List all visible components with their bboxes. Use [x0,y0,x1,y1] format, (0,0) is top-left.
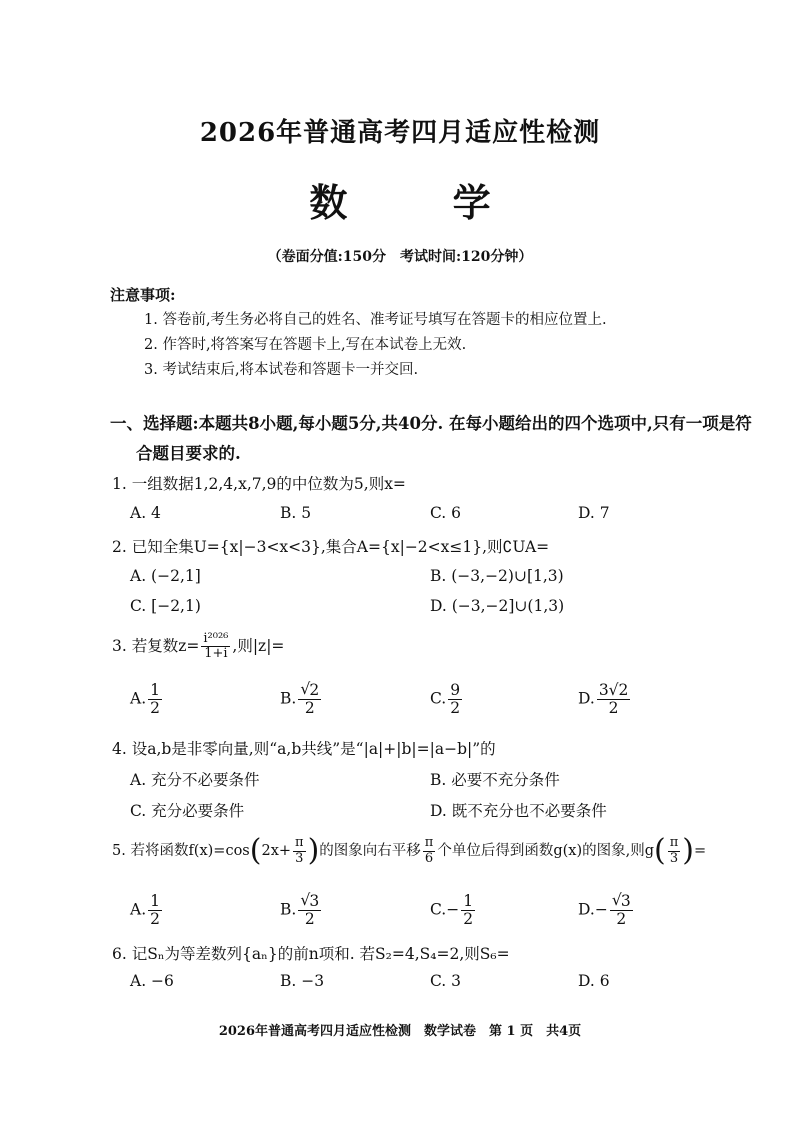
q1-option-a: A. 4 [130,504,161,522]
q3-option-b-fraction [298,682,321,717]
q3-fraction [201,632,230,662]
q3-option-a [130,682,164,717]
q6-option-c: C. 3 [430,972,462,990]
q3-option-d [578,682,632,717]
q3-denominator: 1+i [204,646,228,662]
q5-option-a-num: 1 [150,892,160,910]
q3-option-b-num [298,682,321,700]
q3-option-c-den: 2 [450,699,461,718]
notice-item-2: 2. 作答时,将答案写在答题卡上,写在本试卷上无效. [144,337,467,353]
q5-option-b-num [298,893,321,911]
q2-option-b: B. (−3,−2)∪[1,3) [430,567,564,585]
q4-option-d: D. 既不充分也不必要条件 [430,802,607,820]
q5-option-a-label: A. [130,900,147,919]
q3-option-b-label: B. [280,689,297,708]
q5-part3: 的图象向右平移 [319,843,421,859]
q5-pi-over-3-b [668,836,681,866]
q4-option-c: C. 充分必要条件 [130,802,245,820]
left-paren-icon: ( [249,833,262,868]
q5-option-a [130,893,164,928]
q4-option-a: A. 充分不必要条件 [130,771,260,789]
q3-option-d-den: 2 [608,699,619,718]
q6-option-b: B. −3 [280,972,325,990]
q5-pi-2: π [424,835,434,851]
q5-option-b-fraction [298,893,321,928]
q5-pi-3: π [669,835,679,851]
q5-three: 3 [295,850,304,866]
q3-option-d-fraction [597,682,631,717]
q3-option-d-label: D. [578,689,595,708]
q5-three-b: 3 [669,850,679,866]
q5-option-a-den: 2 [150,910,160,929]
q5-option-d [578,893,635,928]
section-heading: 一、选择题:本题共8小题,每小题5分,共40分. 在每小题给出的四个选项中,只有一项是符 [110,414,752,433]
q5-option-b-den: 2 [304,910,315,929]
q3-option-a-label: A. [130,689,147,708]
q1-stem: 1. 一组数据1,2,4,x,7,9的中位数为5,则x= [112,475,406,493]
q5-stem [112,833,707,868]
q3-stem-post: ,则|z|= [232,636,285,655]
q3-stem-pre: 3. 若复数z= [112,636,200,655]
sqrt-symbol: √ 3 [612,892,631,910]
q3-stem [112,632,284,662]
q5-option-b-label: B. [280,900,297,919]
notice-title: 注意事项: [110,286,176,304]
q1-option-d: D. 7 [578,504,610,522]
left-paren-icon-2: ( [654,833,666,868]
subject-title: 数 学 [309,180,537,225]
q3-option-b [280,682,323,717]
q4-stem: 4. 设a,b是非零向量,则“a,b共线”是“|a|+|b|=|a−b|”的 [112,740,496,758]
q3-option-a-num: 1 [150,681,160,699]
q5-part1: 5. 若将函数f(x)=cos [112,843,250,859]
q5-option-d-sign: − [594,900,608,919]
q5-option-b [280,893,323,928]
exam-meta: （卷面分值:150分 考试时间:120分钟） [267,249,533,265]
q1-option-b: B. 5 [280,504,312,522]
q2-option-d: D. (−3,−2]∪(1,3) [430,597,565,615]
right-paren-icon: ) [307,833,320,868]
q1-option-c: C. 6 [430,504,462,522]
q2-option-c: C. [−2,1) [130,597,201,615]
notice-item-1: 1. 答卷前,考生务必将自己的姓名、准考证号填写在答题卡的相应位置上. [144,312,607,328]
q5-pi-over-3 [293,836,306,866]
section-heading-cont: 合题目要求的. [136,444,241,463]
q5-option-c-num: 1 [463,892,474,910]
q6-option-a: A. −6 [130,972,174,990]
q5-part5: = [694,843,707,859]
q5-pi-over-6 [423,836,436,866]
q3-option-d-num: 3√2 [598,681,629,699]
q5-option-d-den: 2 [616,910,627,929]
q3-option-c-num: 9 [450,681,461,699]
q5-option-a-fraction [148,893,162,928]
q3-option-c [430,682,464,717]
q6-option-d: D. 6 [578,972,610,990]
q3-option-a-den: 2 [150,699,160,718]
q5-option-d-num [610,893,633,911]
sqrt-symbol: √ 2 [300,681,319,699]
q3-option-a-fraction [148,682,162,717]
q5-option-d-fraction [610,893,633,928]
q5-part4: 个单位后得到函数g(x)的图象,则g [437,843,655,859]
q3-option-b-den: 2 [304,699,315,718]
q4-option-b: B. 必要不充分条件 [430,771,560,789]
q2-option-a: A. (−2,1] [130,567,201,585]
sqrt-symbol: √ 3 [300,892,319,910]
exam-title: 2026年普通高考四月适应性检测 [199,118,601,148]
q5-pi: π [295,835,304,851]
q5-option-d-label: D. [578,900,595,919]
notice-item-3: 3. 考试结束后,将本试卷和答题卡一并交回. [144,362,419,378]
q5-option-c-den: 2 [463,910,474,929]
q6-stem: 6. 记Sₙ为等差数列{aₙ}的前n项和. 若S₂=4,S₄=2,则S₆= [112,945,510,963]
q3-numerator: i²⁰²⁶ [203,631,229,646]
q2-stem: 2. 已知全集U={x|−3<x<3},集合A={x|−2<x≤1},则∁UA= [112,538,550,556]
q3-option-c-label: C. [430,689,447,708]
q3-option-c-fraction [448,682,462,717]
page-footer: 2026年普通高考四月适应性检测 数学试卷 第 1 页 共4页 [218,1024,582,1039]
q5-option-c-sign: − [446,900,460,919]
right-paren-icon-2: ) [682,833,694,868]
q5-option-c-fraction [461,893,475,928]
q5-six: 6 [424,850,434,866]
q5-part2: 2x+ [261,843,292,859]
q5-option-c [430,893,477,928]
q5-option-c-label: C. [430,900,447,919]
